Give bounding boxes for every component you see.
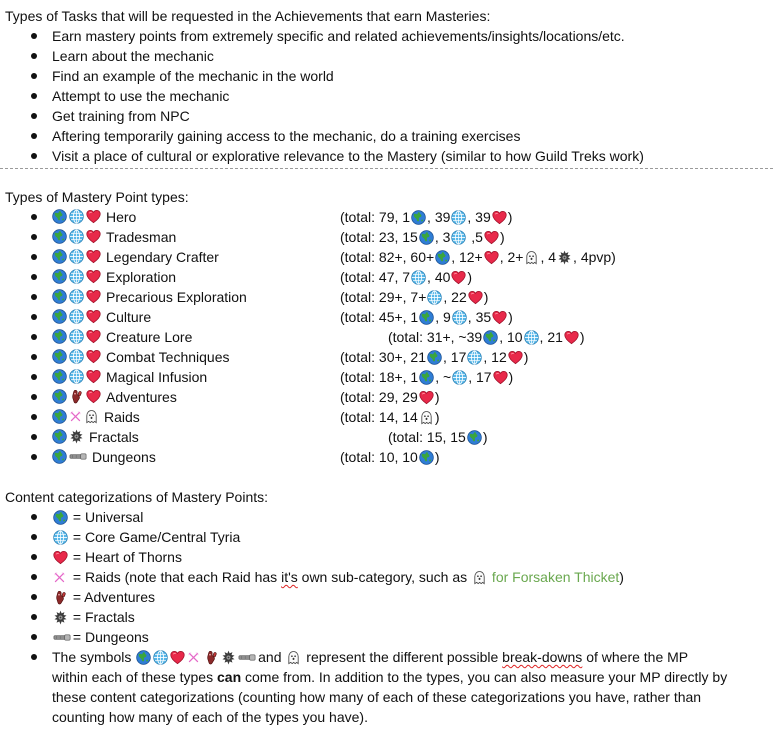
bullet xyxy=(31,434,37,440)
total-text: (total: 79, 1 xyxy=(340,209,411,225)
bullet xyxy=(31,554,37,560)
bullet xyxy=(31,214,37,220)
bullet xyxy=(31,454,37,460)
ghost-icon xyxy=(472,570,487,585)
bullet xyxy=(31,113,37,119)
bullet xyxy=(31,53,37,59)
globe-icon xyxy=(52,229,67,244)
ghost-icon xyxy=(84,409,99,424)
total-text: , 21 xyxy=(539,329,563,345)
bullet xyxy=(31,594,37,600)
heart-icon xyxy=(86,269,101,284)
adventure-icon xyxy=(53,590,68,605)
total-text: , 12+ xyxy=(451,249,483,265)
total-text: ) xyxy=(499,229,505,245)
category-text xyxy=(52,607,135,627)
globe-icon xyxy=(419,230,434,245)
heart-icon xyxy=(86,309,101,324)
bullet xyxy=(31,73,37,79)
heart-icon xyxy=(492,210,507,225)
globe-icon xyxy=(136,650,151,665)
mastery-type-label: Dungeons xyxy=(92,449,156,465)
total-text: (total: 29, 29 xyxy=(340,389,418,405)
category-label: = Universal xyxy=(69,509,144,525)
total-text: ) xyxy=(467,269,473,285)
mastery-type-label: Combat Techniques xyxy=(106,349,230,365)
core-icon xyxy=(69,289,84,304)
symbols-line2b: come from. In addition to the types, you can also measure your MP directly by xyxy=(241,669,728,685)
total-text: (total: 82+, 60+ xyxy=(340,249,435,265)
total-text: , 39 xyxy=(467,209,491,225)
category-text xyxy=(52,567,624,587)
heart-icon xyxy=(484,250,499,265)
core-icon xyxy=(69,229,84,244)
dungeon-icon xyxy=(238,650,253,665)
ghost-icon xyxy=(524,250,539,265)
total-text: ) xyxy=(579,329,585,345)
bullet xyxy=(31,93,37,99)
heart-icon xyxy=(484,230,499,245)
total-text: ,5 xyxy=(467,229,483,245)
category-text xyxy=(52,527,240,547)
fractal-icon xyxy=(53,610,68,625)
ghost-icon xyxy=(286,650,301,665)
symbol-ghost xyxy=(285,649,302,665)
globe-icon xyxy=(52,389,67,404)
globe-icon xyxy=(483,330,498,345)
category-text xyxy=(52,507,143,527)
dungeon-icon xyxy=(53,630,68,645)
total-text: , 4 xyxy=(540,249,557,265)
mastery-type-total xyxy=(340,347,528,367)
globe-icon xyxy=(419,450,434,465)
bullet xyxy=(31,574,37,580)
core-icon xyxy=(524,330,539,345)
core-icon xyxy=(69,369,84,384)
raid-icon xyxy=(187,650,202,665)
heart-icon xyxy=(419,390,434,405)
total-text: , 40 xyxy=(427,269,451,285)
globe-icon xyxy=(52,329,67,344)
bullet xyxy=(31,534,37,540)
total-text: , 9 xyxy=(435,309,451,325)
total-text: ) xyxy=(483,289,489,305)
bullet xyxy=(31,334,37,340)
total-text: , 17 xyxy=(443,349,467,365)
symbols-paragraph-line-4: counting how many of each of the types you have). xyxy=(52,709,368,725)
heart-icon xyxy=(86,289,101,304)
core-icon xyxy=(69,309,84,324)
forsaken-thicket-note: for Forsaken Thicket xyxy=(488,569,620,585)
category-label: = Core Game/Central Tyria xyxy=(69,529,241,545)
mastery-type-label: Tradesman xyxy=(106,229,177,245)
globe-icon xyxy=(52,409,67,424)
mastery-type-label: Culture xyxy=(106,309,152,325)
globe-icon xyxy=(52,349,67,364)
spellcheck-word: it's xyxy=(281,569,298,585)
total-text: ) xyxy=(434,449,440,465)
bullet xyxy=(31,234,37,240)
heart-icon xyxy=(564,330,579,345)
globe-icon xyxy=(467,430,482,445)
ghost-icon xyxy=(419,410,434,425)
symbols-and: and xyxy=(254,649,286,665)
category-label-end: ) xyxy=(619,569,624,585)
core-icon xyxy=(69,249,84,264)
globe-icon xyxy=(52,369,67,384)
total-text: (total: 14, 14 xyxy=(340,409,418,425)
total-text: ) xyxy=(434,389,440,405)
globe-icon xyxy=(53,510,68,525)
total-text: ) xyxy=(508,309,513,325)
mastery-type-total xyxy=(340,267,472,287)
globe-icon xyxy=(52,449,67,464)
bullet xyxy=(31,133,37,139)
bullet xyxy=(31,374,37,380)
category-label-cont: own sub-category, such as xyxy=(297,569,472,585)
total-text: ) xyxy=(523,349,529,365)
heart-icon xyxy=(86,249,101,264)
heart-icon xyxy=(492,310,507,325)
section-divider xyxy=(0,168,773,169)
total-text: (total: 30+, 21 xyxy=(340,349,427,365)
task-text: Attempt to use the mechanic xyxy=(52,88,230,104)
mastery-type-total xyxy=(340,247,616,267)
fractal-icon xyxy=(557,250,572,265)
globe-icon xyxy=(52,209,67,224)
globe-icon xyxy=(435,250,450,265)
task-text: Learn about the mechanic xyxy=(52,48,214,64)
tasks-title: Types of Tasks that will be requested in the Achievements that earn Masteries: xyxy=(5,8,491,24)
bullet xyxy=(31,314,37,320)
category-label: = Dungeons xyxy=(69,629,149,645)
total-text: (total: 18+, 1 xyxy=(340,369,419,385)
heart-icon xyxy=(53,550,68,565)
total-text: (total: 47, 7 xyxy=(340,269,411,285)
category-label: = Fractals xyxy=(69,609,135,625)
globe-icon xyxy=(52,309,67,324)
heart-icon xyxy=(451,270,466,285)
heart-icon xyxy=(86,329,101,344)
globe-icon xyxy=(419,370,434,385)
task-text: Aftering temporarily gaining access to the mechanic, do a training exercises xyxy=(52,128,521,144)
heart-icon xyxy=(86,389,101,404)
bullet xyxy=(31,394,37,400)
bullet xyxy=(31,634,37,640)
mastery-type-label: Adventures xyxy=(106,389,177,405)
bullet xyxy=(31,654,37,660)
symbols-paragraph-line-2 xyxy=(52,667,727,687)
total-text: , 22 xyxy=(443,289,467,305)
types-title: Types of Mastery Point types: xyxy=(5,189,189,205)
bullet xyxy=(31,274,37,280)
total-text: (total: 10, 10 xyxy=(340,449,418,465)
mastery-type-total xyxy=(340,227,505,247)
bullet xyxy=(31,153,37,159)
task-text: Earn mastery points from extremely specific and related achievements/insights/locations/etc. xyxy=(52,28,625,44)
total-text: (total: 45+, 1 xyxy=(340,309,419,325)
category-label: = Heart of Thorns xyxy=(69,549,182,565)
bullet xyxy=(31,254,37,260)
bullet xyxy=(31,354,37,360)
symbols-line2a: within each of these types xyxy=(52,669,217,685)
bullet xyxy=(31,614,37,620)
total-text: , 35 xyxy=(467,309,492,325)
mastery-type-label: Raids xyxy=(104,409,140,425)
adventure-icon xyxy=(69,389,84,404)
core-icon xyxy=(452,310,467,325)
total-text: , 10 xyxy=(499,329,523,345)
total-text: (total: 31+, ~39 xyxy=(388,329,483,345)
core-icon xyxy=(451,230,466,245)
heart-icon xyxy=(86,349,101,364)
mastery-type-label: Fractals xyxy=(89,429,139,445)
globe-icon xyxy=(52,429,67,444)
total-text: (total: 15, 15 xyxy=(388,429,466,445)
total-text: (total: 29+, 7+ xyxy=(340,289,427,305)
total-text: ) xyxy=(507,209,513,225)
category-text xyxy=(52,587,155,607)
core-icon xyxy=(153,650,168,665)
bullet xyxy=(31,414,37,420)
task-text: Find an example of the mechanic in the world xyxy=(52,68,334,84)
raid-icon xyxy=(69,409,82,424)
mastery-type-label: Creature Lore xyxy=(106,329,193,345)
mastery-type-label: Legendary Crafter xyxy=(106,249,219,265)
globe-icon xyxy=(52,269,67,284)
categories-title: Content categorizations of Mastery Points: xyxy=(5,489,269,505)
mastery-type-total xyxy=(340,207,512,227)
heart-icon xyxy=(493,370,508,385)
mastery-type-total xyxy=(388,327,585,347)
heart-icon xyxy=(508,350,523,365)
mastery-type-label: Magical Infusion xyxy=(106,369,208,385)
heart-icon xyxy=(468,290,483,305)
core-icon xyxy=(69,209,84,224)
fractal-icon xyxy=(221,650,236,665)
globe-icon xyxy=(419,310,434,325)
mastery-type-total xyxy=(340,307,513,327)
total-text: , 12 xyxy=(483,349,507,365)
mastery-type-label: Hero xyxy=(106,209,137,225)
symbols-prefix: The symbols xyxy=(52,649,136,665)
bullet xyxy=(31,514,37,520)
core-icon xyxy=(467,350,482,365)
mastery-type-total xyxy=(340,387,440,407)
mastery-type-label: Exploration xyxy=(106,269,177,285)
symbols-suffix: of where the MP xyxy=(582,649,689,665)
total-text: ) xyxy=(508,369,514,385)
core-icon xyxy=(69,349,84,364)
heart-icon xyxy=(86,229,101,244)
total-text: ) xyxy=(482,429,488,445)
task-text: Visit a place of cultural or explorative relevance to the Mastery (similar to how Guild Treks work) xyxy=(52,148,644,164)
core-icon xyxy=(69,269,84,284)
heart-icon xyxy=(170,650,185,665)
mastery-type-total xyxy=(340,407,440,427)
total-text: , 2+ xyxy=(499,249,524,265)
total-text: , ~ xyxy=(435,369,452,385)
mastery-type-total xyxy=(340,447,440,467)
total-text: , 17 xyxy=(468,369,492,385)
globe-icon xyxy=(52,289,67,304)
total-text: , 39 xyxy=(427,209,451,225)
task-text: Get training from NPC xyxy=(52,108,190,124)
total-text: , 3 xyxy=(434,229,451,245)
mastery-type-total xyxy=(340,287,488,307)
category-label: = Adventures xyxy=(69,589,156,605)
total-text: , 4pvp) xyxy=(573,249,616,265)
mastery-type-total xyxy=(388,427,488,447)
globe-icon xyxy=(411,210,426,225)
category-text xyxy=(52,547,182,567)
symbols-paragraph-line-3: these content categorizations (counting how many of each of these categorizations you have, rather than xyxy=(52,689,702,705)
symbols-mid: represent the different possible xyxy=(302,649,503,665)
total-text: (total: 23, 15 xyxy=(340,229,418,245)
core-icon xyxy=(411,270,426,285)
fractal-icon xyxy=(69,429,84,444)
symbols-bold-can: can xyxy=(217,669,242,685)
symbol-icons xyxy=(135,649,254,665)
globe-icon xyxy=(52,249,67,264)
bullet xyxy=(31,33,37,39)
core-icon xyxy=(69,329,84,344)
core-icon xyxy=(427,290,442,305)
mastery-type-label: Precarious Exploration xyxy=(106,289,247,305)
category-text xyxy=(52,627,149,647)
globe-icon xyxy=(427,350,442,365)
heart-icon xyxy=(86,369,101,384)
bullet xyxy=(31,294,37,300)
dungeon-icon xyxy=(69,449,87,464)
core-icon xyxy=(451,210,466,225)
mastery-type-total xyxy=(340,367,513,387)
category-label: = Raids (note that each Raid has xyxy=(69,569,282,585)
total-text: ) xyxy=(434,409,440,425)
raid-icon xyxy=(53,570,68,585)
adventure-icon xyxy=(204,650,219,665)
core-icon xyxy=(452,370,467,385)
core-icon xyxy=(53,530,68,545)
heart-icon xyxy=(86,209,101,224)
spellcheck-word: break-downs xyxy=(502,649,583,665)
